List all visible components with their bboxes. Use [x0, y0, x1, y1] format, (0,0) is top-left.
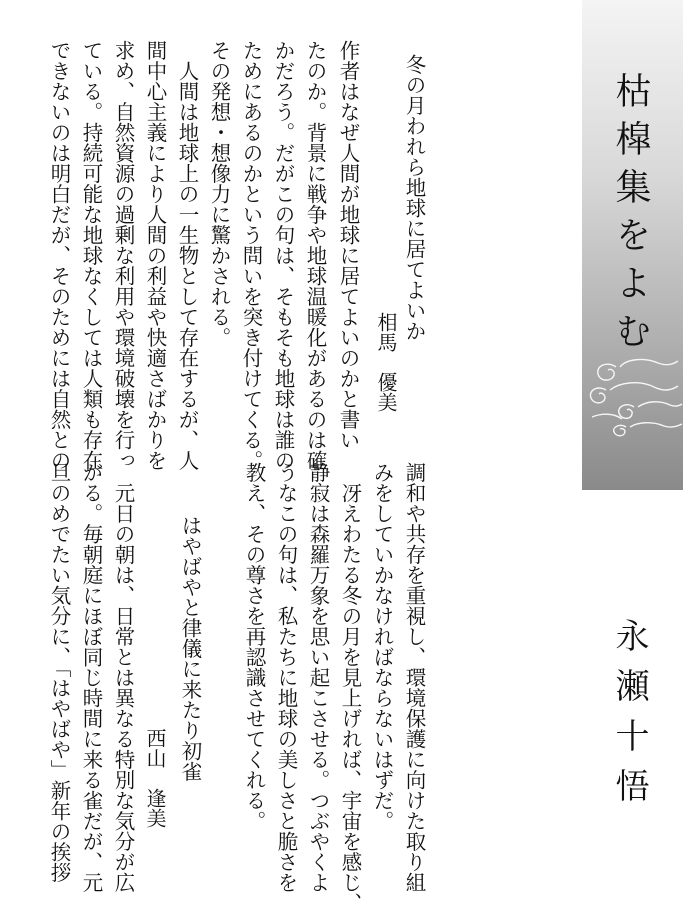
author-name: 永瀬十悟 [609, 618, 649, 818]
article-1-line-8: 求め、自然資源の過剰な利用や環境破壊を行っ [111, 40, 135, 471]
article-1-line-5: その発想・想像力に驚かされる。 [207, 40, 231, 348]
article-2-title: はやばやと律儀に来たり初雀 [178, 515, 202, 782]
article-1-line-11: 調和や共存を重視し、環境保護に向けた取り組 [402, 462, 426, 893]
article-1-line-16: 教え、その尊さを再認識させてくれる。 [242, 462, 266, 831]
article-1-line-13: 冴えわたる冬の月を見上げれば、宇宙を感じ、 [338, 462, 362, 913]
article-1-line-14: 静寂は森羅万象を思い起こさせる。つぶやくよ [306, 462, 330, 893]
article-1-line-3: かだろう。だがこの句は、そもそも地球は誰の [271, 40, 295, 471]
article-1-line-1: 作者はなぜ人間が地球に居てよいのかと書い [336, 40, 360, 450]
article-1-poet: 相馬 優美 [374, 312, 398, 412]
article-1-line-15: うなこの句は、私たちに地球の美しさと脆さを [274, 462, 298, 893]
article-1-line-12: みをしていかなければならないはずだ。 [370, 462, 394, 831]
article-1-title: 冬の月われら地球に居てよいか [402, 54, 426, 341]
article-1-line-7: 間中心主義により人間の利益や快適さばかりを [143, 40, 167, 471]
article-2-line-2: がる。毎朝庭にほぼ同じ時間に来る雀だが、元 [79, 462, 103, 893]
article-2-line-1: 元日の朝は、日常とは異なる特別な気分が広 [111, 462, 135, 893]
article-1-line-2: たのか。背景に戦争や地球温暖化があるのは確 [303, 40, 327, 471]
article-1-line-4: ためにあるのかという問いを突き付けてくる。 [239, 40, 263, 471]
article-1-line-9: ている。持続可能な地球なくしては人類も存在 [79, 40, 103, 471]
series-title: 枯槹集をよむ [610, 72, 651, 360]
article-1-line-10: できないのは明白だが、そのためには自然との [47, 40, 71, 471]
article-1-line-6: 人間は地球上の一生物として存在するが、人 [175, 40, 199, 471]
article-2-poet: 西山 逢美 [143, 728, 167, 828]
wave-pattern-icon [586, 345, 683, 440]
article-2-line-3: 旦のめでたい気分に、「はやばや」新年の挨拶 [47, 462, 71, 883]
